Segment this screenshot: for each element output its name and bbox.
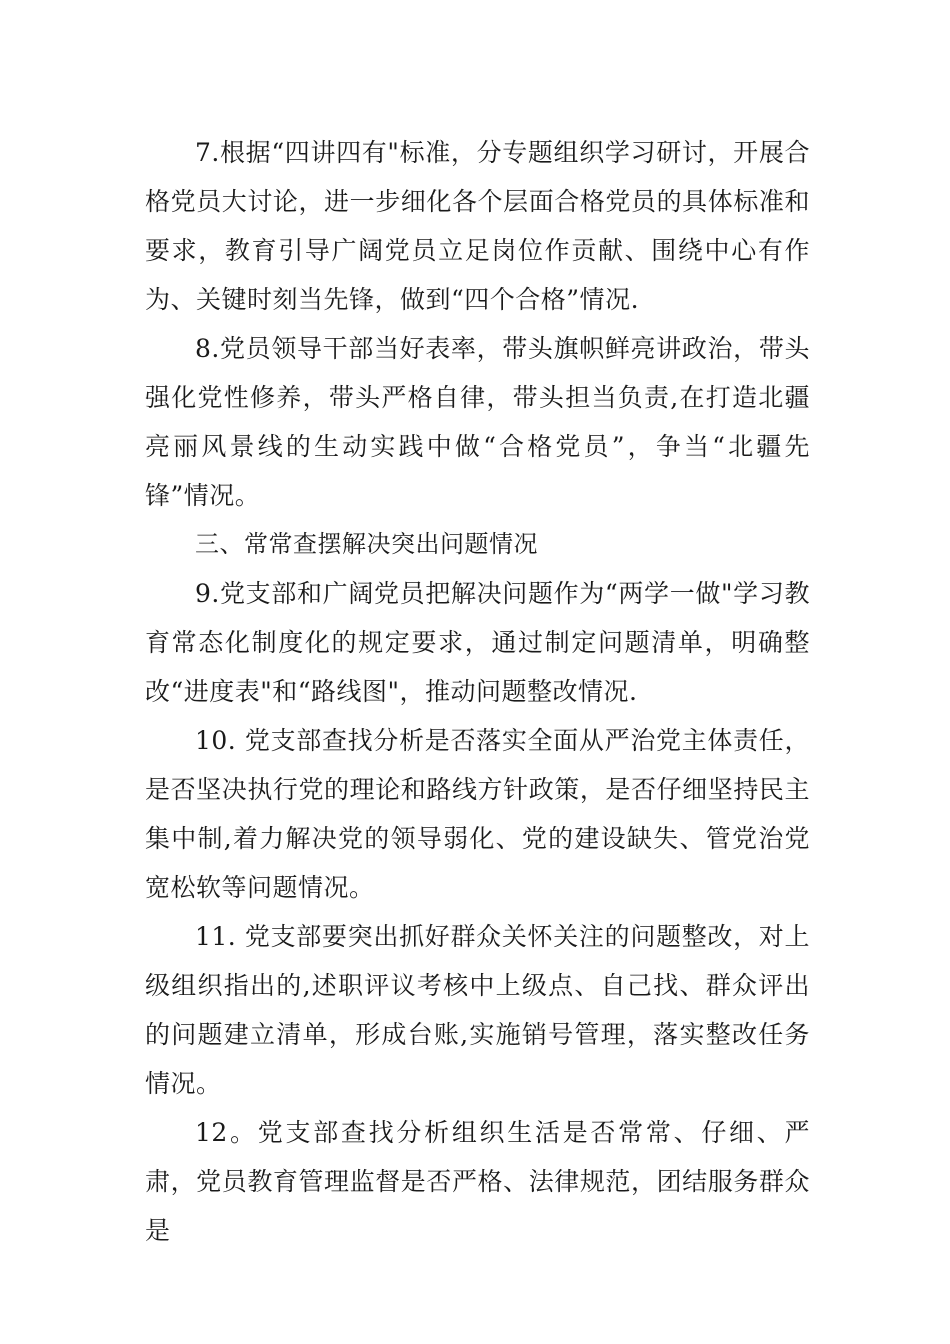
paragraph-item-11: 11. 党支部要突出抓好群众关怀关注的问题整改，对上级组织指出的,述职评议考核中上级点、自己找、群众评出的问题建立清单，形成台账,实施销号管理，落实整改任务情况。 xyxy=(145,922,810,1098)
paragraph-item-8: 8.党员领导干部当好表率，带头旗帜鲜亮讲政治，带头强化党性修养，带头严格自律，带头担当负责,在打造北疆亮丽风景线的生动实践中做“合格党员”，争当“北疆先锋”情况。 xyxy=(145,334,810,510)
document-body xyxy=(145,128,810,1255)
paragraph-item-12: 12。党支部查找分析组织生活是否常常、仔细、严肃，党员教育管理监督是否严格、法律规范，团结服务群众是 xyxy=(145,1118,810,1245)
paragraph-item-10: 10. 党支部查找分析是否落实全面从严治党主体责任，是否坚决执行党的理论和路线方针政策，是否仔细坚持民主集中制,着力解决党的领导弱化、党的建设缺失、管党治党宽松软等问题情况。 xyxy=(145,726,810,902)
paragraph-item-9: 9.党支部和广阔党员把解决问题作为“两学一做"学习教育常态化制度化的规定要求，通过制定问题清单，明确整改“进度表"和“路线图"，推动问题整改情况. xyxy=(145,579,810,706)
paragraph-item-7: 7.根据“四讲四有"标准，分专题组织学习研讨，开展合格党员大讨论，进一步细化各个层面合格党员的具体标准和要求，教育引导广阔党员立足岗位作贡献、围绕中心有作为、关键时刻当先锋，做到“四个合格”情况. xyxy=(145,138,810,314)
section-heading: 三、常常查摆解决突出问题情况 xyxy=(195,530,538,558)
